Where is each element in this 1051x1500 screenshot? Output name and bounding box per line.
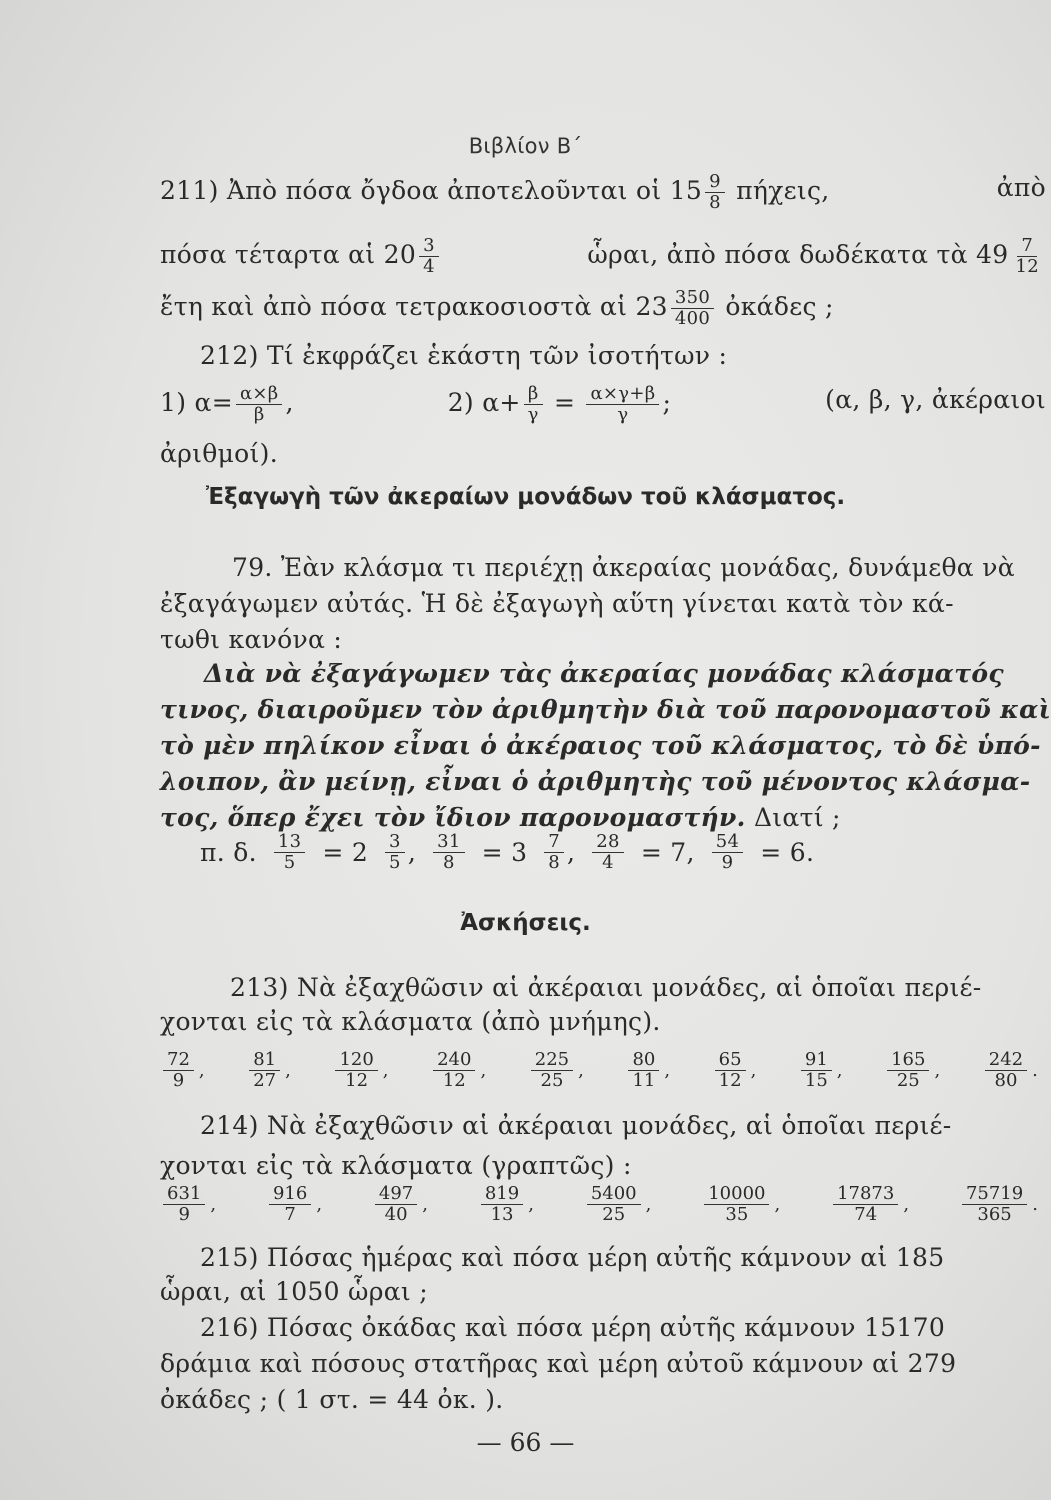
fraction: $\frac{\alpha\times\gamma+\beta}{\gamma}$ <box>586 384 659 425</box>
fraction: $\frac{28}{4}$ <box>592 832 624 873</box>
fraction-item: 916 7 , <box>266 1184 322 1225</box>
rule-line5: τος, ὅπερ ἔχει τὸν ἴδιον παρονομαστήν. Διατί ; <box>160 803 841 832</box>
fraction: $\frac{3}{4}$ <box>419 236 439 277</box>
fraction-item: 497 40 , <box>372 1184 428 1225</box>
running-header: Βιβλίον Β΄ <box>468 134 583 158</box>
rule-line4: λοιπον, ἂν μείνῃ, εἶναι ὁ ἀριθμητὴς τοῦ μένοντος κλάσμα- <box>160 767 1031 796</box>
fraction-item: 5400 25 , <box>584 1184 652 1225</box>
page-number: — 66 — <box>476 1428 575 1457</box>
fraction-item: 81 27 , <box>246 1050 291 1091</box>
ex216-line3: ὀκάδες ; ( 1 στ. = 44 ὀκ. ). <box>160 1385 504 1414</box>
ex214-line2: χονται εἰς τὰ κλάσματα (γραπτῶς) : <box>160 1151 632 1180</box>
fraction: $\frac{\alpha\times\beta}{\beta}$ <box>236 384 283 425</box>
ex214-fractions <box>160 1184 1038 1225</box>
fraction-item: 120 12 , <box>332 1050 388 1091</box>
fraction-item: 80 11 , <box>625 1050 670 1091</box>
ex215-line2: ὧραι, αἱ 1050 ὧραι ; <box>160 1277 428 1306</box>
fraction: $\frac{\beta}{\gamma}$ <box>524 384 543 425</box>
ex214-line1: 214) Νὰ ἐξαχθῶσιν αἱ ἀκέραιαι μονάδες, αἱ ὁποῖαι περιέ- <box>200 1111 952 1140</box>
example-line: π. δ. $\frac{13}{5}$ = 2 3 5 , $\frac{31}{8}$ = 3 7 8 , $\frac{28}{4}$ = 7, $\frac{54}{9}$ = 6. <box>200 831 815 873</box>
ex212-formulas: 1) α= $\frac{\alpha\times\beta}{\beta}$ , 2) α+ $\frac{\beta}{\gamma}$ = $\frac{\alpha\times\gamma+\beta}{\gamma}$ ; (α, β, γ, ἀκέραιοι <box>160 383 1046 425</box>
fraction-item: 17873 74 , <box>830 1184 909 1225</box>
rule-line1: Διὰ νὰ ἐξαγάγωμεν τὰς ἀκεραίας μονάδας κλάσματός <box>204 659 1004 688</box>
ex212-line3: ἀριθμοί). <box>160 439 278 468</box>
fraction-item: 819 13 , <box>478 1184 534 1225</box>
ex212-line1: 212) Τί ἐκφράζει ἑκάστη τῶν ἰσοτήτων : <box>200 341 728 370</box>
fraction: $\frac{9}{8}$ <box>705 172 725 213</box>
ex211-line1: 211) Ἀπὸ πόσα ὄγδοα ἀποτελοῦνται οἱ 15 $\frac{9}{8}$ πήχεις, ἀπὸ <box>160 171 1046 213</box>
rule-line3: τὸ μὲν πηλίκον εἶναι ὁ ἀκέραιος τοῦ κλάσματος, τὸ δὲ ὑπό- <box>160 731 1041 760</box>
fraction-item: 165 25 , <box>884 1050 940 1091</box>
ex213-fractions <box>160 1050 1038 1091</box>
ex211-line3: ἔτη καὶ ἀπὸ πόσα τετρακοσιοστὰ αἱ 23 $\frac{350}{400}$ ὀκάδες ; <box>160 287 834 329</box>
fraction-item: 65 12 , <box>712 1050 757 1091</box>
para79-line3: τωθι κανόνα : <box>160 625 343 654</box>
fraction-item: 225 25 , <box>528 1050 584 1091</box>
para79-line1: 79. Ἐὰν κλάσμα τι περιέχῃ ἀκεραίας μονάδας, δυνάμεθα νὰ <box>232 553 1015 582</box>
fraction: $\frac{31}{8}$ <box>433 832 465 873</box>
fraction: $\frac{54}{9}$ <box>712 832 744 873</box>
fraction: 3 5 <box>385 832 405 873</box>
ex213-line2: χονται εἰς τὰ κλάσματα (ἀπὸ μνήμης). <box>160 1007 661 1036</box>
fraction-item: 631 9 , <box>160 1184 216 1225</box>
ex213-line1: 213) Νὰ ἐξαχθῶσιν αἱ ἀκέραιαι μονάδες, αἱ ὁποῖαι περιέ- <box>230 973 982 1002</box>
fraction: 7 8 <box>544 832 564 873</box>
rule-line2: τινος, διαιροῦμεν τὸν ἀριθμητὴν διὰ τοῦ παρονομαστοῦ καὶ <box>160 695 1051 724</box>
fraction-item: 72 9 , <box>160 1050 205 1091</box>
fraction-item: 75719 365 . <box>959 1184 1038 1225</box>
ex216-line1: 216) Πόσας ὀκάδας καὶ πόσα μέρη αὐτῆς κάμνουν 15170 <box>200 1313 946 1342</box>
para79-line2: ἐξαγάγωμεν αὐτάς. Ἡ δὲ ἐξαγωγὴ αὕτη γίνεται κατὰ τὸν κά- <box>160 589 954 618</box>
fraction-item: 242 80 . <box>982 1050 1038 1091</box>
ex211-line2: πόσα τέταρτα αἱ 20 $\frac{3}{4}$ ὧραι, ἀπὸ πόσα δωδέκατα τὰ 49 $\frac{7}{12}$ <box>160 236 1046 277</box>
fraction-item: 10000 35 , <box>701 1184 780 1225</box>
exercises-heading: Ἀσκήσεις. <box>460 910 591 936</box>
fraction: $\frac{350}{400}$ <box>671 288 714 329</box>
ex216-line2: δράμια καὶ πόσους στατῆρας καὶ μέρη αὐτοῦ κάμνουν αἱ 279 <box>160 1349 957 1378</box>
section-heading: Ἐξαγωγὴ τῶν ἀκεραίων μονάδων τοῦ κλάσματος. <box>205 484 846 510</box>
fraction-item: 91 15 , <box>798 1050 843 1091</box>
fraction-item: 240 12 , <box>430 1050 486 1091</box>
fraction: $\frac{13}{5}$ <box>274 832 306 873</box>
ex215-line1: 215) Πόσας ἡμέρας καὶ πόσα μέρη αὐτῆς κάμνουν αἱ 185 <box>200 1243 945 1272</box>
fraction: $\frac{7}{12}$ <box>1015 235 1039 277</box>
